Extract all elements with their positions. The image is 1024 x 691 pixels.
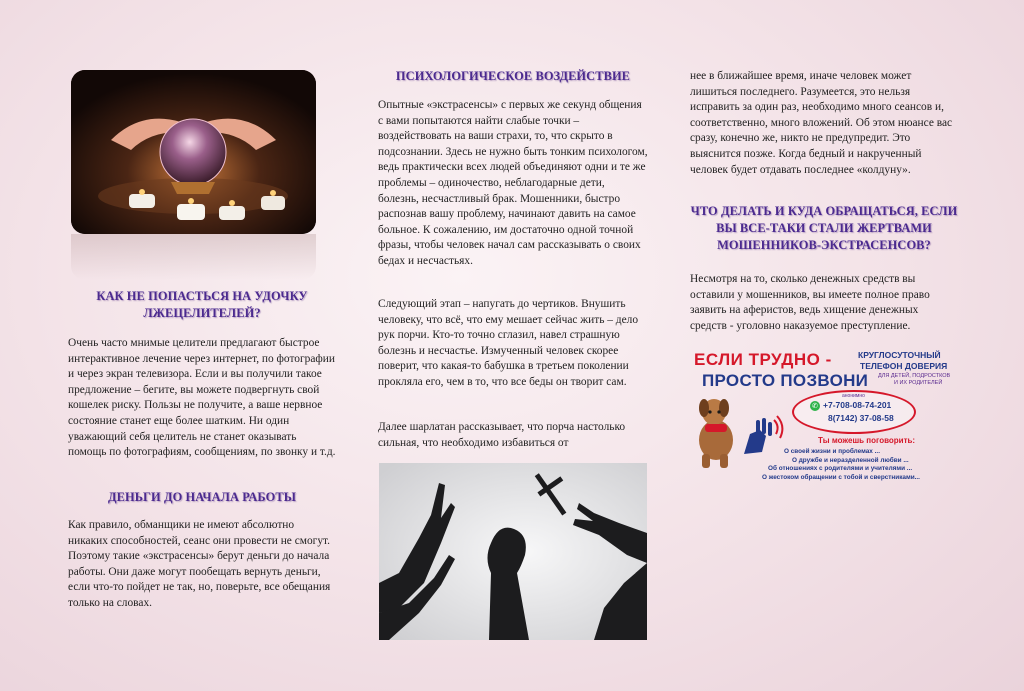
paragraph-psych-1: Опытные «экстрасенсы» с первых же секунд общения с вами попытаются найти слабые точки – воздействовать на ваши страхи, то, что скрыто в подсознании. Здесь не нужно быть тонким психологом, ведь практически всех людей объединяют одни и те же проблемы – одиночество, неблагодарные дети, болезнь, несчастливый брак. Мошенники, быстро распознав вашу проблему, начинают давить на самое больное. К сожалению, им достаточно одной точной фразы, чтобы человек начал сам рассказывать о своих бедах и несчастьях. <box>378 99 648 267</box>
anonymous-label: анонимно <box>842 393 865 399</box>
dog-with-phone-icon <box>692 394 740 470</box>
heading-how-not-to-fall: КАК НЕ ПОПАСТЬСЯ НА УДОЧКУ ЛЖЕЦЕЛИТЕЛЕЙ? <box>96 289 308 320</box>
heading-psychological-impact: ПСИХОЛОГИЧЕСКОЕ ВОЗДЕЙСТВИЕ <box>395 69 631 83</box>
banner-headline-2: ПРОСТО ПОЗВОНИ <box>702 371 869 390</box>
topic-item: Об отношениях с родителями и учителями ... <box>768 465 913 472</box>
crystal-ball-illustration <box>71 70 316 234</box>
paragraph-intro: Очень часто мнимые целители предлагают быстрое интерактивное лечение через интернет, по фотографии и через экран телевизора. Если и вы получили такое предложение – бегите, вы можете подвергнуть свой кошелек риску. Пользы не получите, а ваше нервное состояние станет еще более шатким. Ни один уважающий себя целитель не станет оказывать помощь по фотографиям, сообщениям, по звонку и т.д. <box>68 337 336 459</box>
helpline-title-1: КРУГЛОСУТОЧНЫЙ <box>858 350 941 360</box>
heading-what-to-do: ЧТО ДЕЛАТЬ И КУДА ОБРАЩАТЬСЯ, ЕСЛИ ВЫ ВСЕ-ТАКИ СТАЛИ ЖЕРТВАМИ МОШЕННИКОВ-ЭКСТРАСЕНСОВ? <box>690 204 958 252</box>
helpline-title-2: ТЕЛЕФОН ДОВЕРИЯ <box>860 361 948 371</box>
banner-headline-1: ЕСЛИ ТРУДНО - <box>694 350 832 369</box>
phone-bubble <box>792 390 916 434</box>
phone-number-landline[interactable]: 8(7142) 37-08-58 <box>828 413 894 423</box>
whatsapp-icon: ✆ <box>810 401 820 411</box>
shadow-illustration <box>379 463 647 640</box>
helpline-sub-2: И ИХ РОДИТЕЛЕЙ <box>894 380 943 386</box>
paragraph-psych-3: Далее шарлатан рассказывает, что порча настолько сильная, что необходимо избавиться от <box>378 421 626 449</box>
talk-title: Ты можешь поговорить: <box>818 436 916 445</box>
paragraph-psych-2: Следующий этап – напугать до чертиков. Внушить человеку, что всё, что ему мешает сейчас жить – дело рук порчи. Кто-то точно сглазил, навел страшную болезнь и несчастье. Измученный человек скорее поверит, что какая-то бабушка в третьем поколении прокляла его, чем в то, что все беды он творит сам. <box>378 298 639 388</box>
topics-list <box>754 448 958 482</box>
paragraph-continuation: нее в ближайшее время, иначе человек может лишиться последнего. Разумеется, это нельзя исправить за один раз, необходимо много сеансов и, соответственно, много вложений. Об этом нюансе вас сразу, конечно же, никто не предупредит. Это выяснится позже. Когда бедный и накрученный человек будет отдавать последнее «колдуну». <box>690 70 953 176</box>
topic-item: О дружбе и неразделенной любви ... <box>792 456 909 464</box>
topic-item: О своей жизни и проблемах ... <box>784 448 880 455</box>
topic-item: О жестоком обращении с тобой и сверстниками... <box>762 473 920 481</box>
helpline-banner <box>690 342 958 494</box>
heading-money-before-work: ДЕНЬГИ ДО НАЧАЛА РАБОТЫ <box>108 490 296 504</box>
crystal-ball-photo <box>71 70 316 234</box>
helpline-sub-1: ДЛЯ ДЕТЕЙ, ПОДРОСТКОВ <box>878 373 951 379</box>
phone-number-mobile[interactable]: +7-708-08-74-201 <box>823 400 892 410</box>
paragraph-what-to-do: Несмотря на то, сколько денежных средств вы оставили у мошенников, вы имеете полное право заявить на аферистов, ведь хищение денежных средств - уголовно наказуемое преступление. <box>690 273 930 332</box>
shadow-hands-photo <box>379 463 647 640</box>
paragraph-money: Как правило, обманщики не имеют абсолютно никаких способностей, сеанс они провести не смогут. Поэтому такие «экстрасенсы» берут деньги до начала работы. Они даже могут пообещать вернуть деньги, если что-то пойдет не так, но, поверьте, все обещания только на словах. <box>68 519 331 609</box>
photo-reflection <box>71 234 316 280</box>
